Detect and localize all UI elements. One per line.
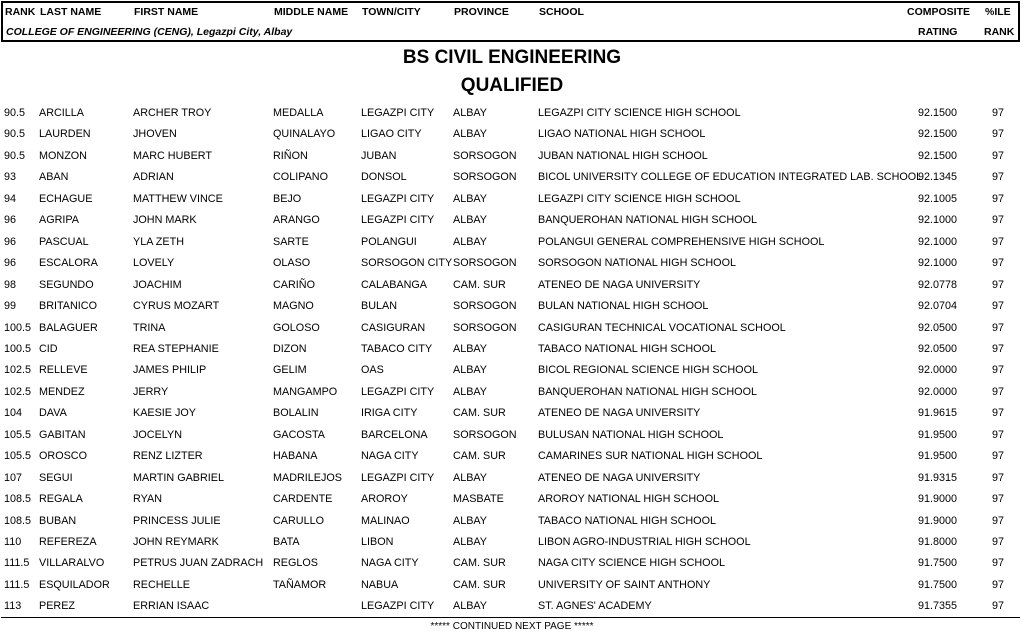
cell-rank: 99 [4,300,17,313]
cell-middle-name: BEJO [273,192,302,205]
cell-school: JUBAN NATIONAL HIGH SCHOOL [538,149,708,162]
cell-rating: 91.8000 [918,536,958,548]
cell-percentile: 97 [992,300,1005,313]
continued-note: ***** CONTINUED NEXT PAGE ***** [430,621,594,632]
cell-school: BICOL UNIVERSITY COLLEGE OF EDUCATION INTEGRATED LAB. SCHOOL [538,171,923,184]
cell-percentile: 97 [992,557,1005,570]
cell-percentile: 97 [992,149,1005,162]
cell-last-name: REGALA [39,493,83,506]
cell-first-name: JOHN REYMARK [133,536,219,548]
cell-middle-name: ARANGO [273,214,320,227]
table-row [0,493,1024,514]
cell-first-name: MARTIN GABRIEL [133,471,224,484]
table-row [0,236,1024,257]
cell-rank: 100.5 [4,342,32,355]
cell-first-name: JAMES PHILIP [133,364,207,377]
cell-percentile: 97 [992,257,1005,270]
cell-middle-name: CARULLO [273,514,325,527]
table-row [0,193,1024,214]
cell-first-name: CYRUS MOZART [133,300,220,313]
cell-percentile: 97 [992,536,1005,548]
cell-province: CAM. SUR [453,450,506,463]
cell-province: CAM. SUR [453,578,506,591]
header-rating: RATING [918,26,958,38]
cell-percentile: 97 [992,428,1005,441]
college-name: COLLEGE OF ENGINEERING (CENG), Legazpi City, Albay [6,26,293,38]
cell-province: ALBAY [453,107,488,119]
cell-school: BULUSAN NATIONAL HIGH SCHOOL [538,428,724,441]
cell-school: CASIGURAN TECHNICAL VOCATIONAL SCHOOL [538,321,786,334]
column-header-box [1,1,1020,42]
cell-last-name: RELLEVE [39,364,88,377]
cell-school: ATENEO DE NAGA UNIVERSITY [538,278,701,291]
header-school: SCHOOL [539,6,584,18]
cell-province: ALBAY [453,364,488,377]
cell-middle-name: MADRILEJOS [273,471,342,484]
cell-rank: 108.5 [4,514,32,527]
cell-province: ALBAY [453,192,488,205]
cell-school: ATENEO DE NAGA UNIVERSITY [538,471,701,484]
cell-school: BANQUEROHAN NATIONAL HIGH SCHOOL [538,385,757,398]
status-title: QUALIFIED [460,75,564,96]
cell-last-name: MONZON [39,149,87,162]
cell-first-name: MATTHEW VINCE [133,192,223,205]
cell-first-name: LOVELY [133,257,175,270]
cell-province: SORSOGON [453,171,517,184]
cell-middle-name: CARIÑO [273,278,315,291]
cell-last-name: BUBAN [39,514,77,527]
cell-middle-name: TAÑAMOR [273,578,327,591]
table-row [0,257,1024,278]
header-last-name: LAST NAME [40,6,102,18]
cell-percentile: 97 [992,385,1005,398]
cell-province: ALBAY [453,471,488,484]
header-composite: COMPOSITE [907,6,971,18]
cell-province: SORSOGON [453,321,517,334]
cell-province: CAM. SUR [453,557,506,570]
table-row [0,536,1024,557]
cell-town: DONSOL [361,171,407,184]
cell-school: LEGAZPI CITY SCIENCE HIGH SCHOOL [538,107,741,119]
cell-rank: 96 [4,214,17,227]
cell-rating: 92.0500 [918,321,958,334]
cell-school: TABACO NATIONAL HIGH SCHOOL [538,342,716,355]
cell-rank: 94 [4,192,17,205]
cell-province: CAM. SUR [453,407,506,420]
cell-middle-name: DIZON [273,342,307,355]
table-row [0,450,1024,471]
cell-last-name: DAVA [39,407,67,420]
cell-town: MALINAO [361,514,410,527]
table-row [0,300,1024,321]
cell-school: LIGAO NATIONAL HIGH SCHOOL [538,128,706,141]
cell-percentile: 97 [992,214,1005,227]
cell-first-name: ADRIAN [133,171,174,184]
cell-rating: 92.1500 [918,107,958,119]
cell-last-name: REFEREZA [39,536,97,548]
cell-rank: 90.5 [4,107,26,119]
cell-middle-name: COLIPANO [273,171,328,184]
header-province: PROVINCE [454,6,509,18]
cell-town: LEGAZPI CITY [361,471,435,484]
bottom-rule [1,617,1020,618]
cell-first-name: KAESIE JOY [133,407,197,420]
cell-town: LEGAZPI CITY [361,192,435,205]
cell-town: LIBON [361,536,394,548]
cell-town: LEGAZPI CITY [361,600,435,613]
cell-last-name: OROSCO [39,450,87,463]
cell-town: BARCELONA [361,428,428,441]
cell-last-name: ECHAGUE [39,192,93,205]
cell-rating: 91.9000 [918,514,958,527]
table-row [0,472,1024,493]
cell-province: ALBAY [453,385,488,398]
cell-school: LIBON AGRO-INDUSTRIAL HIGH SCHOOL [538,536,751,548]
cell-first-name: JOHN MARK [133,214,197,227]
cell-rating: 91.7500 [918,557,958,570]
cell-town: NAGA CITY [361,557,419,570]
cell-first-name: YLA ZETH [133,235,185,248]
cell-middle-name: SARTE [273,235,309,248]
cell-last-name: ABAN [39,171,69,184]
table-row [0,279,1024,300]
table-row [0,557,1024,578]
cell-province: ALBAY [453,514,488,527]
cell-last-name: VILLARALVO [39,557,105,570]
cell-school: POLANGUI GENERAL COMPREHENSIVE HIGH SCHOOL [538,235,825,248]
table-row [0,600,1024,621]
cell-rank: 105.5 [4,428,32,441]
cell-rank: 104 [4,407,23,420]
cell-middle-name: RIÑON [273,149,308,162]
cell-province: ALBAY [453,342,488,355]
cell-percentile: 97 [992,578,1005,591]
cell-town: POLANGUI [361,235,417,248]
cell-province: SORSOGON [453,300,517,313]
header-percentile-rank: RANK [984,26,1015,38]
table-row [0,214,1024,235]
cell-last-name: SEGUI [39,471,73,484]
cell-middle-name: OLASO [273,257,311,270]
cell-last-name: BALAGUER [39,321,98,334]
cell-rating: 91.9000 [918,493,958,506]
cell-town: TABACO CITY [361,342,433,355]
cell-province: MASBATE [453,493,504,506]
cell-rating: 91.7355 [918,600,958,613]
cell-last-name: PEREZ [39,600,75,613]
cell-rank: 96 [4,257,17,270]
cell-province: SORSOGON [453,149,517,162]
cell-rank: 111.5 [4,578,30,591]
table-row [0,343,1024,364]
cell-town: SORSOGON CITY [361,257,453,270]
table-row [0,386,1024,407]
cell-middle-name: REGLOS [273,557,319,570]
cell-school: UNIVERSITY OF SAINT ANTHONY [538,578,711,591]
cell-middle-name: BATA [273,536,300,548]
cell-rank: 90.5 [4,128,26,141]
cell-first-name: TRINA [133,321,166,334]
cell-town: BULAN [361,300,398,313]
cell-percentile: 97 [992,278,1005,291]
cell-percentile: 97 [992,493,1005,506]
cell-rank: 102.5 [4,364,32,377]
cell-first-name: REA STEPHANIE [133,342,219,355]
cell-rating: 92.0000 [918,364,958,377]
cell-last-name: ESQUILADOR [39,578,110,591]
program-title: BS CIVIL ENGINEERING [402,47,622,68]
cell-percentile: 97 [992,128,1005,141]
cell-province: ALBAY [453,600,488,613]
cell-province: CAM. SUR [453,278,506,291]
table-row [0,171,1024,192]
cell-middle-name: HABANA [273,450,318,463]
cell-school: SORSOGON NATIONAL HIGH SCHOOL [538,257,736,270]
cell-last-name: PASCUAL [39,235,89,248]
cell-first-name: JHOVEN [133,128,177,141]
cell-first-name: JERRY [133,385,169,398]
cell-rank: 98 [4,278,17,291]
cell-first-name: JOCELYN [133,428,182,441]
cell-last-name: BRITANICO [39,300,97,313]
cell-middle-name: MEDALLA [273,107,324,119]
cell-rating: 92.1000 [918,214,958,227]
cell-rating: 91.9315 [918,471,958,484]
cell-last-name: ARCILLA [39,107,85,119]
cell-town: NABUA [361,578,399,591]
header-first-name: FIRST NAME [134,6,199,18]
cell-rank: 93 [4,171,17,184]
cell-rating: 92.0000 [918,385,958,398]
cell-middle-name: GOLOSO [273,321,320,334]
cell-percentile: 97 [992,235,1005,248]
cell-last-name: ESCALORA [39,257,98,270]
cell-town: OAS [361,364,384,377]
cell-rating: 91.7500 [918,578,958,591]
cell-rating: 92.1500 [918,128,958,141]
cell-last-name: GABITAN [39,428,86,441]
cell-province: ALBAY [453,536,488,548]
cell-first-name: ARCHER TROY [133,107,212,119]
table-row [0,128,1024,149]
table-row [0,364,1024,385]
cell-percentile: 97 [992,407,1005,420]
cell-percentile: 97 [992,471,1005,484]
cell-rating: 92.0500 [918,342,958,355]
cell-first-name: RECHELLE [133,578,191,591]
cell-percentile: 97 [992,514,1005,527]
cell-school: AROROY NATIONAL HIGH SCHOOL [538,493,719,506]
cell-school: TABACO NATIONAL HIGH SCHOOL [538,514,716,527]
cell-town: CASIGURAN [361,321,426,334]
cell-province: SORSOGON [453,428,517,441]
cell-middle-name: GACOSTA [273,428,325,441]
cell-percentile: 97 [992,321,1005,334]
cell-rank: 108.5 [4,493,32,506]
cell-last-name: LAURDEN [39,128,91,141]
cell-school: NAGA CITY SCIENCE HIGH SCHOOL [538,557,725,570]
cell-province: ALBAY [453,214,488,227]
cell-rating: 91.9500 [918,428,958,441]
cell-school: ST. AGNES' ACADEMY [538,600,652,613]
cell-rating: 91.9500 [918,450,958,463]
cell-school: CAMARINES SUR NATIONAL HIGH SCHOOL [538,450,763,463]
cell-town: CALABANGA [361,278,428,291]
header-rank: RANK [5,6,36,18]
cell-rating: 92.1005 [918,192,958,205]
cell-rank: 110 [4,536,22,548]
cell-province: ALBAY [453,128,488,141]
cell-first-name: PRINCESS JULIE [133,514,221,527]
cell-first-name: JOACHIM [133,278,182,291]
table-row [0,407,1024,428]
cell-percentile: 97 [992,171,1005,184]
cell-school: BULAN NATIONAL HIGH SCHOOL [538,300,709,313]
table-row [0,150,1024,171]
cell-first-name: RYAN [133,493,163,506]
cell-last-name: CID [39,342,58,355]
cell-school: BANQUEROHAN NATIONAL HIGH SCHOOL [538,214,757,227]
cell-last-name: SEGUNDO [39,278,94,291]
cell-last-name: AGRIPA [39,214,79,227]
cell-middle-name: MAGNO [273,300,314,313]
cell-rank: 100.5 [4,321,32,334]
cell-middle-name: QUINALAYO [273,128,336,141]
table-row [0,515,1024,536]
cell-last-name: MENDEZ [39,385,85,398]
cell-school: BICOL REGIONAL SCIENCE HIGH SCHOOL [538,364,758,377]
cell-town: LEGAZPI CITY [361,107,435,119]
cell-percentile: 97 [992,342,1005,355]
header-town: TOWN/CITY [362,6,421,18]
cell-town: JUBAN [361,149,397,162]
cell-rank: 105.5 [4,450,32,463]
cell-percentile: 97 [992,600,1005,613]
cell-percentile: 97 [992,192,1005,205]
cell-rating: 92.0778 [918,278,958,291]
table-row [0,429,1024,450]
table-row [0,322,1024,343]
cell-town: LEGAZPI CITY [361,385,435,398]
cell-percentile: 97 [992,364,1005,377]
cell-rating: 92.1500 [918,149,958,162]
cell-rank: 96 [4,235,17,248]
cell-percentile: 97 [992,107,1005,119]
cell-middle-name: CARDENTE [273,493,333,506]
table-row [0,579,1024,600]
header-percentile: %ILE [985,6,1011,18]
cell-first-name: MARC HUBERT [133,149,212,162]
table-row [0,107,1024,128]
cell-rating: 92.1345 [918,171,958,184]
cell-rank: 90.5 [4,149,26,162]
cell-town: IRIGA CITY [361,407,418,420]
cell-middle-name: GELIM [273,364,307,377]
cell-rank: 113 [4,600,22,613]
cell-middle-name: MANGAMPO [273,385,338,398]
cell-school: LEGAZPI CITY SCIENCE HIGH SCHOOL [538,192,741,205]
cell-first-name: ERRIAN ISAAC [133,600,210,613]
cell-rating: 91.9615 [918,407,958,420]
cell-town: LEGAZPI CITY [361,214,435,227]
cell-first-name: RENZ LIZTER [133,450,203,463]
cell-percentile: 97 [992,450,1005,463]
cell-town: AROROY [361,493,408,506]
cell-province: ALBAY [453,235,488,248]
cell-rank: 111.5 [4,557,30,570]
cell-first-name: PETRUS JUAN ZADRACH [133,557,264,570]
cell-rank: 107 [4,471,23,484]
cell-middle-name: BOLALIN [273,407,319,420]
cell-town: LIGAO CITY [361,128,422,141]
cell-school: ATENEO DE NAGA UNIVERSITY [538,407,701,420]
cell-rating: 92.1000 [918,257,958,270]
header-middle-name: MIDDLE NAME [274,6,349,18]
cell-rank: 102.5 [4,385,32,398]
cell-town: NAGA CITY [361,450,419,463]
cell-rating: 92.1000 [918,235,958,248]
cell-rating: 92.0704 [918,300,958,313]
cell-province: SORSOGON [453,257,517,270]
